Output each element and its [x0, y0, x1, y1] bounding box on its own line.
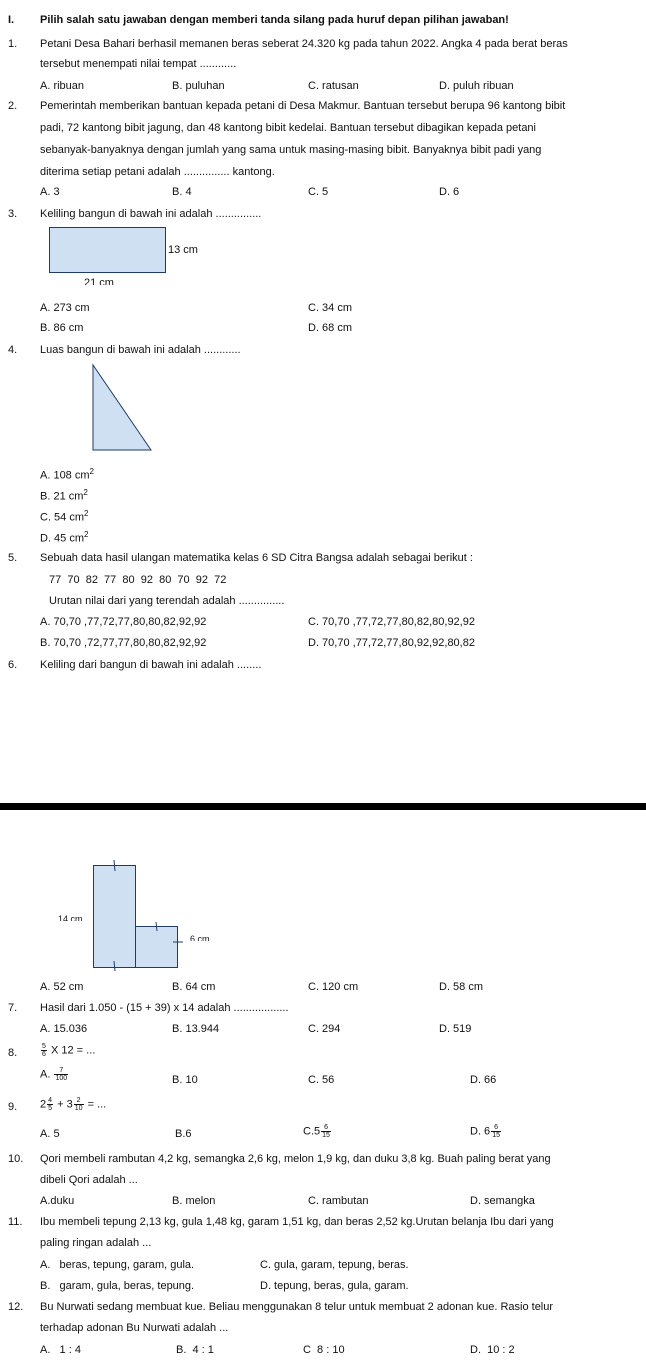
q5-option-c[interactable]: C. 70,70 ,77,72,77,80,82,80,92,92	[308, 616, 475, 628]
q11-option-c[interactable]: C. gula, garam, tepung, beras.	[260, 1259, 409, 1271]
q6-option-c[interactable]: C. 120 cm	[308, 981, 359, 993]
l-shape-figure	[93, 859, 183, 971]
q11-text-line2: paling ringan adalah ...	[40, 1237, 152, 1249]
q10-text-line1: Qori membeli rambutan 4,2 kg, semangka 2,6 kg, melon 1,9 kg, dan duku 3,8 kg. Buah paling berat yang	[40, 1153, 551, 1165]
q10-text-line2: dibeli Qori adalah ...	[40, 1174, 138, 1186]
q1-option-c[interactable]: C. ratusan	[308, 80, 359, 92]
q7-number: 7.	[8, 1002, 18, 1014]
q9-option-a[interactable]: A. 5	[40, 1128, 60, 1140]
l-shape-left-label: 14 cm	[58, 915, 83, 921]
q2-number: 2.	[8, 100, 18, 112]
q2-text-line2: padi, 72 kantong bibit jagung, dan 48 kantong bibit kedelai. Bantuan tersebut dibagikan kepada petani	[40, 122, 536, 134]
rectangle-figure	[49, 227, 167, 274]
q1-text-line2: tersebut menempati nilai tempat ............	[40, 58, 237, 70]
q7-text: Hasil dari 1.050 - (15 + 39) x 14 adalah ..................	[40, 1002, 289, 1014]
q11-option-a[interactable]: A. beras, tepung, garam, gula.	[40, 1259, 195, 1271]
q4-option-b[interactable]: B. 21 $cm^2$	[40, 488, 88, 503]
q2-text-line3: sebanyak-banyaknya dengan jumlah yang sama untuk masing-masing bibit. Banyaknya bibit padi yang	[40, 144, 542, 156]
q2-option-b[interactable]: B. 4	[172, 186, 192, 198]
q1-option-b[interactable]: B. puluhan	[172, 80, 225, 92]
q10-number: 10.	[8, 1153, 24, 1165]
q12-option-c[interactable]: C 8 : 10	[303, 1344, 345, 1356]
q12-text-line1: Bu Nurwati sedang membuat kue. Beliau menggunakan 8 telur untuk membuat 2 adonan kue. Rasio telur	[40, 1301, 554, 1313]
q4-option-a[interactable]: A. 108 $cm^2$	[40, 467, 94, 482]
q7-option-b[interactable]: B. 13.944	[172, 1023, 220, 1035]
q4-text: Luas bangun di bawah ini adalah ............	[40, 344, 241, 356]
q9-number: 9.	[8, 1101, 18, 1113]
q3-option-d[interactable]: D. 68 cm	[308, 322, 353, 334]
q1-option-d[interactable]: D. puluh ribuan	[439, 80, 514, 92]
q3-number: 3.	[8, 208, 18, 220]
q10-option-b[interactable]: B. melon	[172, 1195, 216, 1207]
q10-option-c[interactable]: C. rambutan	[308, 1195, 369, 1207]
q8-option-c[interactable]: C. 56	[308, 1074, 335, 1086]
q8-expression: $\frac{5}{6}$ X 12 = ...	[42, 1043, 96, 1058]
q3-option-c[interactable]: C. 34 cm	[308, 302, 353, 314]
q5-prompt: Urutan nilai dari yang terendah adalah ...............	[49, 595, 285, 607]
q10-option-a[interactable]: A.duku	[40, 1195, 75, 1207]
q9-expression: 2 $\frac{4}{5}$ + 3 $\frac{2}{10}$ = ...	[40, 1097, 107, 1112]
triangle-shape	[93, 365, 151, 450]
l-shape-short-part	[136, 927, 178, 968]
q7-option-a[interactable]: A. 15.036	[40, 1023, 88, 1035]
q1-number: 1.	[8, 38, 18, 50]
q12-option-b[interactable]: B. 4 : 1	[176, 1344, 214, 1356]
q10-option-d[interactable]: D. semangka	[470, 1195, 535, 1207]
q2-text-line4: diterima setiap petani adalah ............... kantong.	[40, 166, 275, 178]
q12-option-d[interactable]: D. 10 : 2	[470, 1344, 515, 1356]
q9-option-c[interactable]: C.5 $\frac{6}{15}$	[303, 1124, 330, 1139]
q8-number: 8.	[8, 1047, 18, 1059]
q2-option-c[interactable]: C. 5	[308, 186, 329, 198]
q4-option-d[interactable]: D. 45 $cm^2$	[40, 530, 89, 545]
section-instruction: Pilih salah satu jawaban dengan memberi tanda silang pada huruf depan pilihan jawaban!	[40, 14, 509, 26]
q1-option-a[interactable]: A. ribuan	[40, 80, 85, 92]
q12-option-a[interactable]: A. 1 : 4	[40, 1344, 81, 1356]
q7-option-c[interactable]: C. 294	[308, 1023, 341, 1035]
q6-text: Keliling dari bangun di bawah ini adalah ........	[40, 659, 262, 671]
l-shape-right-label: 6 cm	[190, 935, 210, 941]
q3-option-b[interactable]: B. 86 cm	[40, 322, 84, 334]
q6-option-a[interactable]: A. 52 cm	[40, 981, 84, 993]
q6-number: 6.	[8, 659, 18, 671]
q4-number: 4.	[8, 344, 18, 356]
q8-option-d[interactable]: D. 66	[470, 1074, 497, 1086]
q8-option-a[interactable]: A. $\frac{7}{100}$	[40, 1067, 68, 1082]
rectangle-height-label: 13 cm	[168, 244, 198, 256]
q3-option-a[interactable]: A. 273 cm	[40, 302, 90, 314]
q6-option-d[interactable]: D. 58 cm	[439, 981, 484, 993]
rectangle-shape	[50, 228, 166, 273]
q6-option-b[interactable]: B. 64 cm	[172, 981, 216, 993]
q5-option-b[interactable]: B. 70,70 ,72,77,77,80,80,82,92,92	[40, 637, 207, 649]
q2-text-line1: Pemerintah memberikan bantuan kepada petani di Desa Makmur. Bantuan tersebut berupa 96 kantong bibit	[40, 100, 566, 112]
q5-data-values: 77 70 82 77 80 92 80 70 92 72	[49, 574, 227, 586]
q12-number: 12.	[8, 1301, 24, 1313]
q11-option-b[interactable]: B. garam, gula, beras, tepung.	[40, 1280, 195, 1292]
q11-option-d[interactable]: D. tepung, beras, gula, garam.	[260, 1280, 409, 1292]
q7-option-d[interactable]: D. 519	[439, 1023, 472, 1035]
q11-text-line1: Ibu membeli tepung 2,13 kg, gula 1,48 kg, garam 1,51 kg, dan beras 2,52 kg.Urutan belanja Ibu dari yang	[40, 1216, 554, 1228]
q5-number: 5.	[8, 552, 18, 564]
triangle-figure	[92, 364, 154, 452]
q12-text-line2: terhadap adonan Bu Nurwati adalah ...	[40, 1322, 229, 1334]
l-shape-tall-part	[94, 866, 136, 968]
section-roman: I.	[8, 14, 15, 26]
q8-fraction: $\frac{5}{6}$	[42, 1043, 46, 1058]
q8-option-b[interactable]: B. 10	[172, 1074, 198, 1086]
q9-option-d[interactable]: D. 6 $\frac{6}{15}$	[470, 1124, 500, 1139]
q2-option-d[interactable]: D. 6	[439, 186, 460, 198]
q5-text: Sebuah data hasil ulangan matematika kelas 6 SD Citra Bangsa adalah sebagai berikut :	[40, 552, 473, 564]
q4-option-c[interactable]: C. 54 $cm^2$	[40, 509, 89, 524]
page-divider	[0, 803, 646, 810]
q3-text: Keliling bangun di bawah ini adalah ...............	[40, 208, 262, 220]
rectangle-width-label: 21 cm	[84, 278, 114, 285]
q2-option-a[interactable]: A. 3	[40, 186, 60, 198]
q5-option-d[interactable]: D. 70,70 ,77,72,77,80,92,92,80,82	[308, 637, 475, 649]
q11-number: 11.	[8, 1216, 23, 1228]
q1-text-line1: Petani Desa Bahari berhasil memanen beras seberat 24.320 kg pada tahun 2022. Angka 4 pada berat beras	[40, 38, 568, 50]
q5-option-a[interactable]: A. 70,70 ,77,72,77,80,80,82,92,92	[40, 616, 207, 628]
q9-option-b[interactable]: B.6	[175, 1128, 192, 1140]
